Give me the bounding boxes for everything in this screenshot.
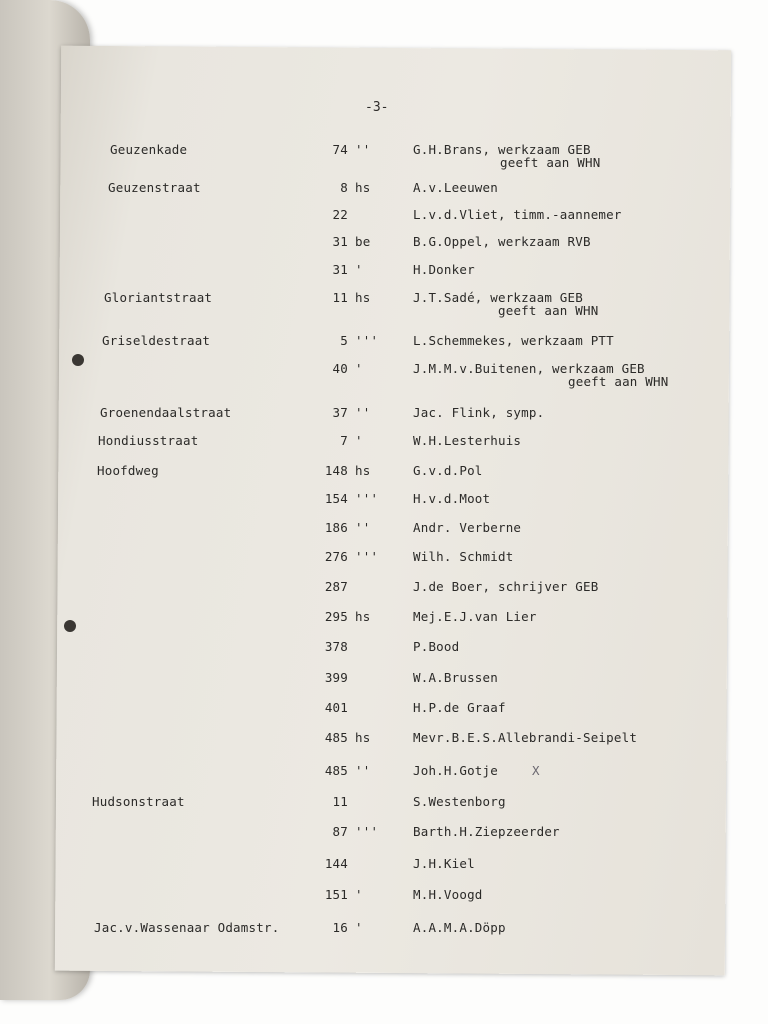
floor-suffix: ''' — [355, 491, 379, 506]
floor-suffix: '' — [355, 763, 371, 778]
resident-name: Jac. Flink, symp. — [413, 405, 545, 420]
resident-name: J.H.Kiel — [413, 856, 475, 871]
street-name: Griseldestraat — [102, 333, 211, 348]
resident-name: L.v.d.Vliet, timm.-aannemer — [413, 207, 622, 222]
house-number: 31 — [332, 234, 348, 249]
floor-suffix: hs — [355, 180, 371, 195]
resident-name: G.v.d.Pol — [413, 463, 483, 478]
resident-name: A.v.Leeuwen — [413, 180, 498, 195]
resident-name: B.G.Oppel, werkzaam RVB — [413, 234, 591, 249]
floor-suffix: ''' — [355, 333, 379, 348]
house-number: 378 — [324, 639, 348, 654]
resident-name: J.de Boer, schrijver GEB — [413, 579, 599, 594]
house-number: 186 — [324, 520, 348, 535]
resident-name: H.v.d.Moot — [413, 491, 491, 506]
house-number: 148 — [324, 463, 348, 478]
resident-name: J.T.Sadé, werkzaam GEB — [413, 290, 583, 305]
resident-name: S.Westenborg — [413, 794, 506, 809]
floor-suffix: ''' — [355, 824, 379, 839]
house-number: 287 — [324, 579, 348, 594]
resident-name: M.H.Voogd — [413, 887, 483, 902]
house-number: 8 — [340, 180, 348, 195]
house-number: 151 — [324, 887, 348, 902]
floor-suffix: hs — [355, 290, 371, 305]
resident-name: J.M.M.v.Buitenen, werkzaam GEB — [413, 361, 645, 376]
resident-name: W.H.Lesterhuis — [413, 433, 522, 448]
floor-suffix: be — [355, 234, 371, 249]
house-number: 485 — [324, 763, 348, 778]
house-number: 401 — [324, 700, 348, 715]
house-number: 399 — [324, 670, 348, 685]
street-name: Jac.v.Wassenaar Odamstr. — [94, 920, 280, 935]
house-number: 16 — [332, 920, 348, 935]
floor-suffix: '' — [355, 142, 371, 157]
house-number: 37 — [332, 405, 348, 420]
floor-suffix: hs — [355, 730, 371, 745]
street-name: Groenendaalstraat — [100, 405, 232, 420]
name-continuation: geeft aan WHN — [568, 374, 669, 389]
resident-name: W.A.Brussen — [413, 670, 498, 685]
house-number: 7 — [340, 433, 348, 448]
resident-name: P.Bood — [413, 639, 460, 654]
resident-name: H.Donker — [413, 262, 475, 277]
resident-name: Wilh. Schmidt — [413, 549, 514, 564]
house-number: 22 — [332, 207, 348, 222]
resident-name: L.Schemmekes, werkzaam PTT — [413, 333, 614, 348]
street-name: Hondiusstraat — [98, 433, 199, 448]
resident-name: G.H.Brans, werkzaam GEB — [413, 142, 591, 157]
punch-hole — [72, 354, 84, 366]
floor-suffix: hs — [355, 463, 371, 478]
street-name: Geuzenkade — [110, 142, 188, 157]
resident-name: Andr. Verberne — [413, 520, 522, 535]
street-name: Geuzenstraat — [108, 180, 201, 195]
house-number: 74 — [332, 142, 348, 157]
floor-suffix: ''' — [355, 549, 379, 564]
house-number: 154 — [324, 491, 348, 506]
page-number: -3- — [365, 100, 389, 115]
street-name: Hudsonstraat — [92, 794, 185, 809]
floor-suffix: ' — [355, 887, 363, 902]
resident-name: Joh.H.Gotje — [413, 763, 498, 778]
floor-suffix: '' — [355, 405, 371, 420]
name-continuation: geeft aan WHN — [498, 303, 599, 318]
floor-suffix: hs — [355, 609, 371, 624]
punch-hole — [64, 620, 76, 632]
resident-name: Barth.H.Ziepzeerder — [413, 824, 560, 839]
floor-suffix: ' — [355, 361, 363, 376]
house-number: 11 — [332, 794, 348, 809]
house-number: 87 — [332, 824, 348, 839]
resident-name: H.P.de Graaf — [413, 700, 506, 715]
handwritten-mark: X — [532, 763, 540, 778]
house-number: 31 — [332, 262, 348, 277]
resident-name: Mej.E.J.van Lier — [413, 609, 537, 624]
street-name: Hoofdweg — [97, 463, 159, 478]
house-number: 295 — [324, 609, 348, 624]
resident-name: A.A.M.A.Döpp — [413, 920, 506, 935]
floor-suffix: '' — [355, 520, 371, 535]
street-name: Gloriantstraat — [104, 290, 213, 305]
house-number: 276 — [324, 549, 348, 564]
house-number: 40 — [332, 361, 348, 376]
house-number: 144 — [324, 856, 348, 871]
house-number: 5 — [340, 333, 348, 348]
name-continuation: geeft aan WHN — [500, 155, 601, 170]
floor-suffix: ' — [355, 920, 363, 935]
floor-suffix: ' — [355, 433, 363, 448]
floor-suffix: ' — [355, 262, 363, 277]
house-number: 11 — [332, 290, 348, 305]
resident-name: Mevr.B.E.S.Allebrandi-Seipelt — [413, 730, 638, 745]
house-number: 485 — [324, 730, 348, 745]
